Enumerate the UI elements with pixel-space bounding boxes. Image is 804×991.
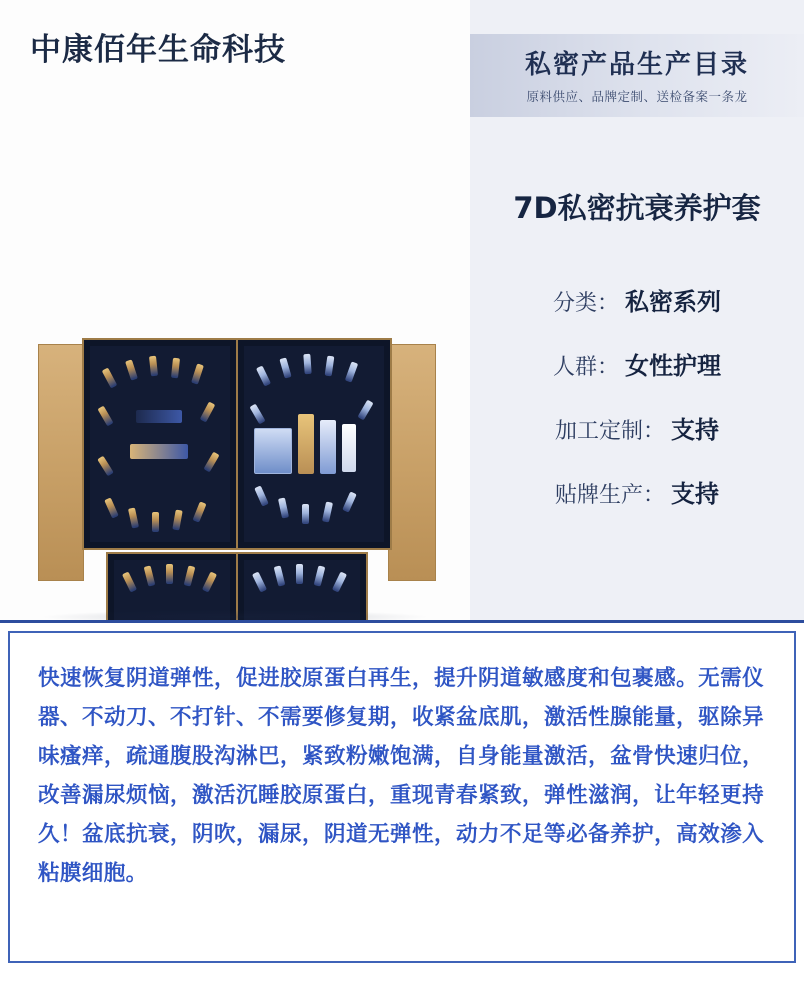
page-title: 7D私密抗衰养护套 (513, 191, 761, 225)
spec-list (470, 282, 804, 538)
catalog-subtitle: 原料供应、品牌定制、送检备案一条龙 (526, 89, 748, 104)
catalog-banner (470, 34, 804, 117)
catalog-title: 私密产品生产目录 (524, 50, 749, 80)
spec-value: 女性护理 (625, 352, 721, 380)
spec-label: 加工定制： (554, 419, 665, 444)
spec-row-oem (470, 474, 804, 509)
product-photo (10, 330, 460, 620)
spec-row-category (470, 282, 804, 317)
brand-title: 中康佰年生命科技 (30, 32, 286, 68)
spec-value: 支持 (671, 416, 719, 444)
spec-value: 私密系列 (625, 288, 721, 316)
description-text: 快速恢复阴道弹性，促进胶原蛋白再生，提升阴道敏感度和包裹感。无需仪器、不动刀、不打针、不需要修复期，收紧盆底肌，激活性腺能量，驱除异味瘙痒，疏通腹股沟淋巴，紧致粉嫩饱满，自身能量激活，盆骨快速归位，改善漏尿烦恼，激活沉睡胶原蛋白，重现青春紧致，弹性滋润，让年轻更持久！盆底抗衰，阴吹，漏尿，阴道无弹性，动力不足等必备养护，高效渗入粘膜细胞。 (38, 666, 764, 886)
footer-strip (0, 971, 804, 991)
product-image-panel (0, 0, 470, 620)
description-section (0, 620, 804, 991)
spec-label: 贴牌生产： (554, 483, 665, 508)
spec-label: 分类： (552, 291, 619, 316)
product-info-panel (470, 0, 804, 620)
spec-value: 支持 (671, 480, 719, 508)
spec-label: 人群： (552, 355, 619, 380)
spec-row-audience (470, 346, 804, 381)
spec-row-custom-processing (470, 410, 804, 445)
